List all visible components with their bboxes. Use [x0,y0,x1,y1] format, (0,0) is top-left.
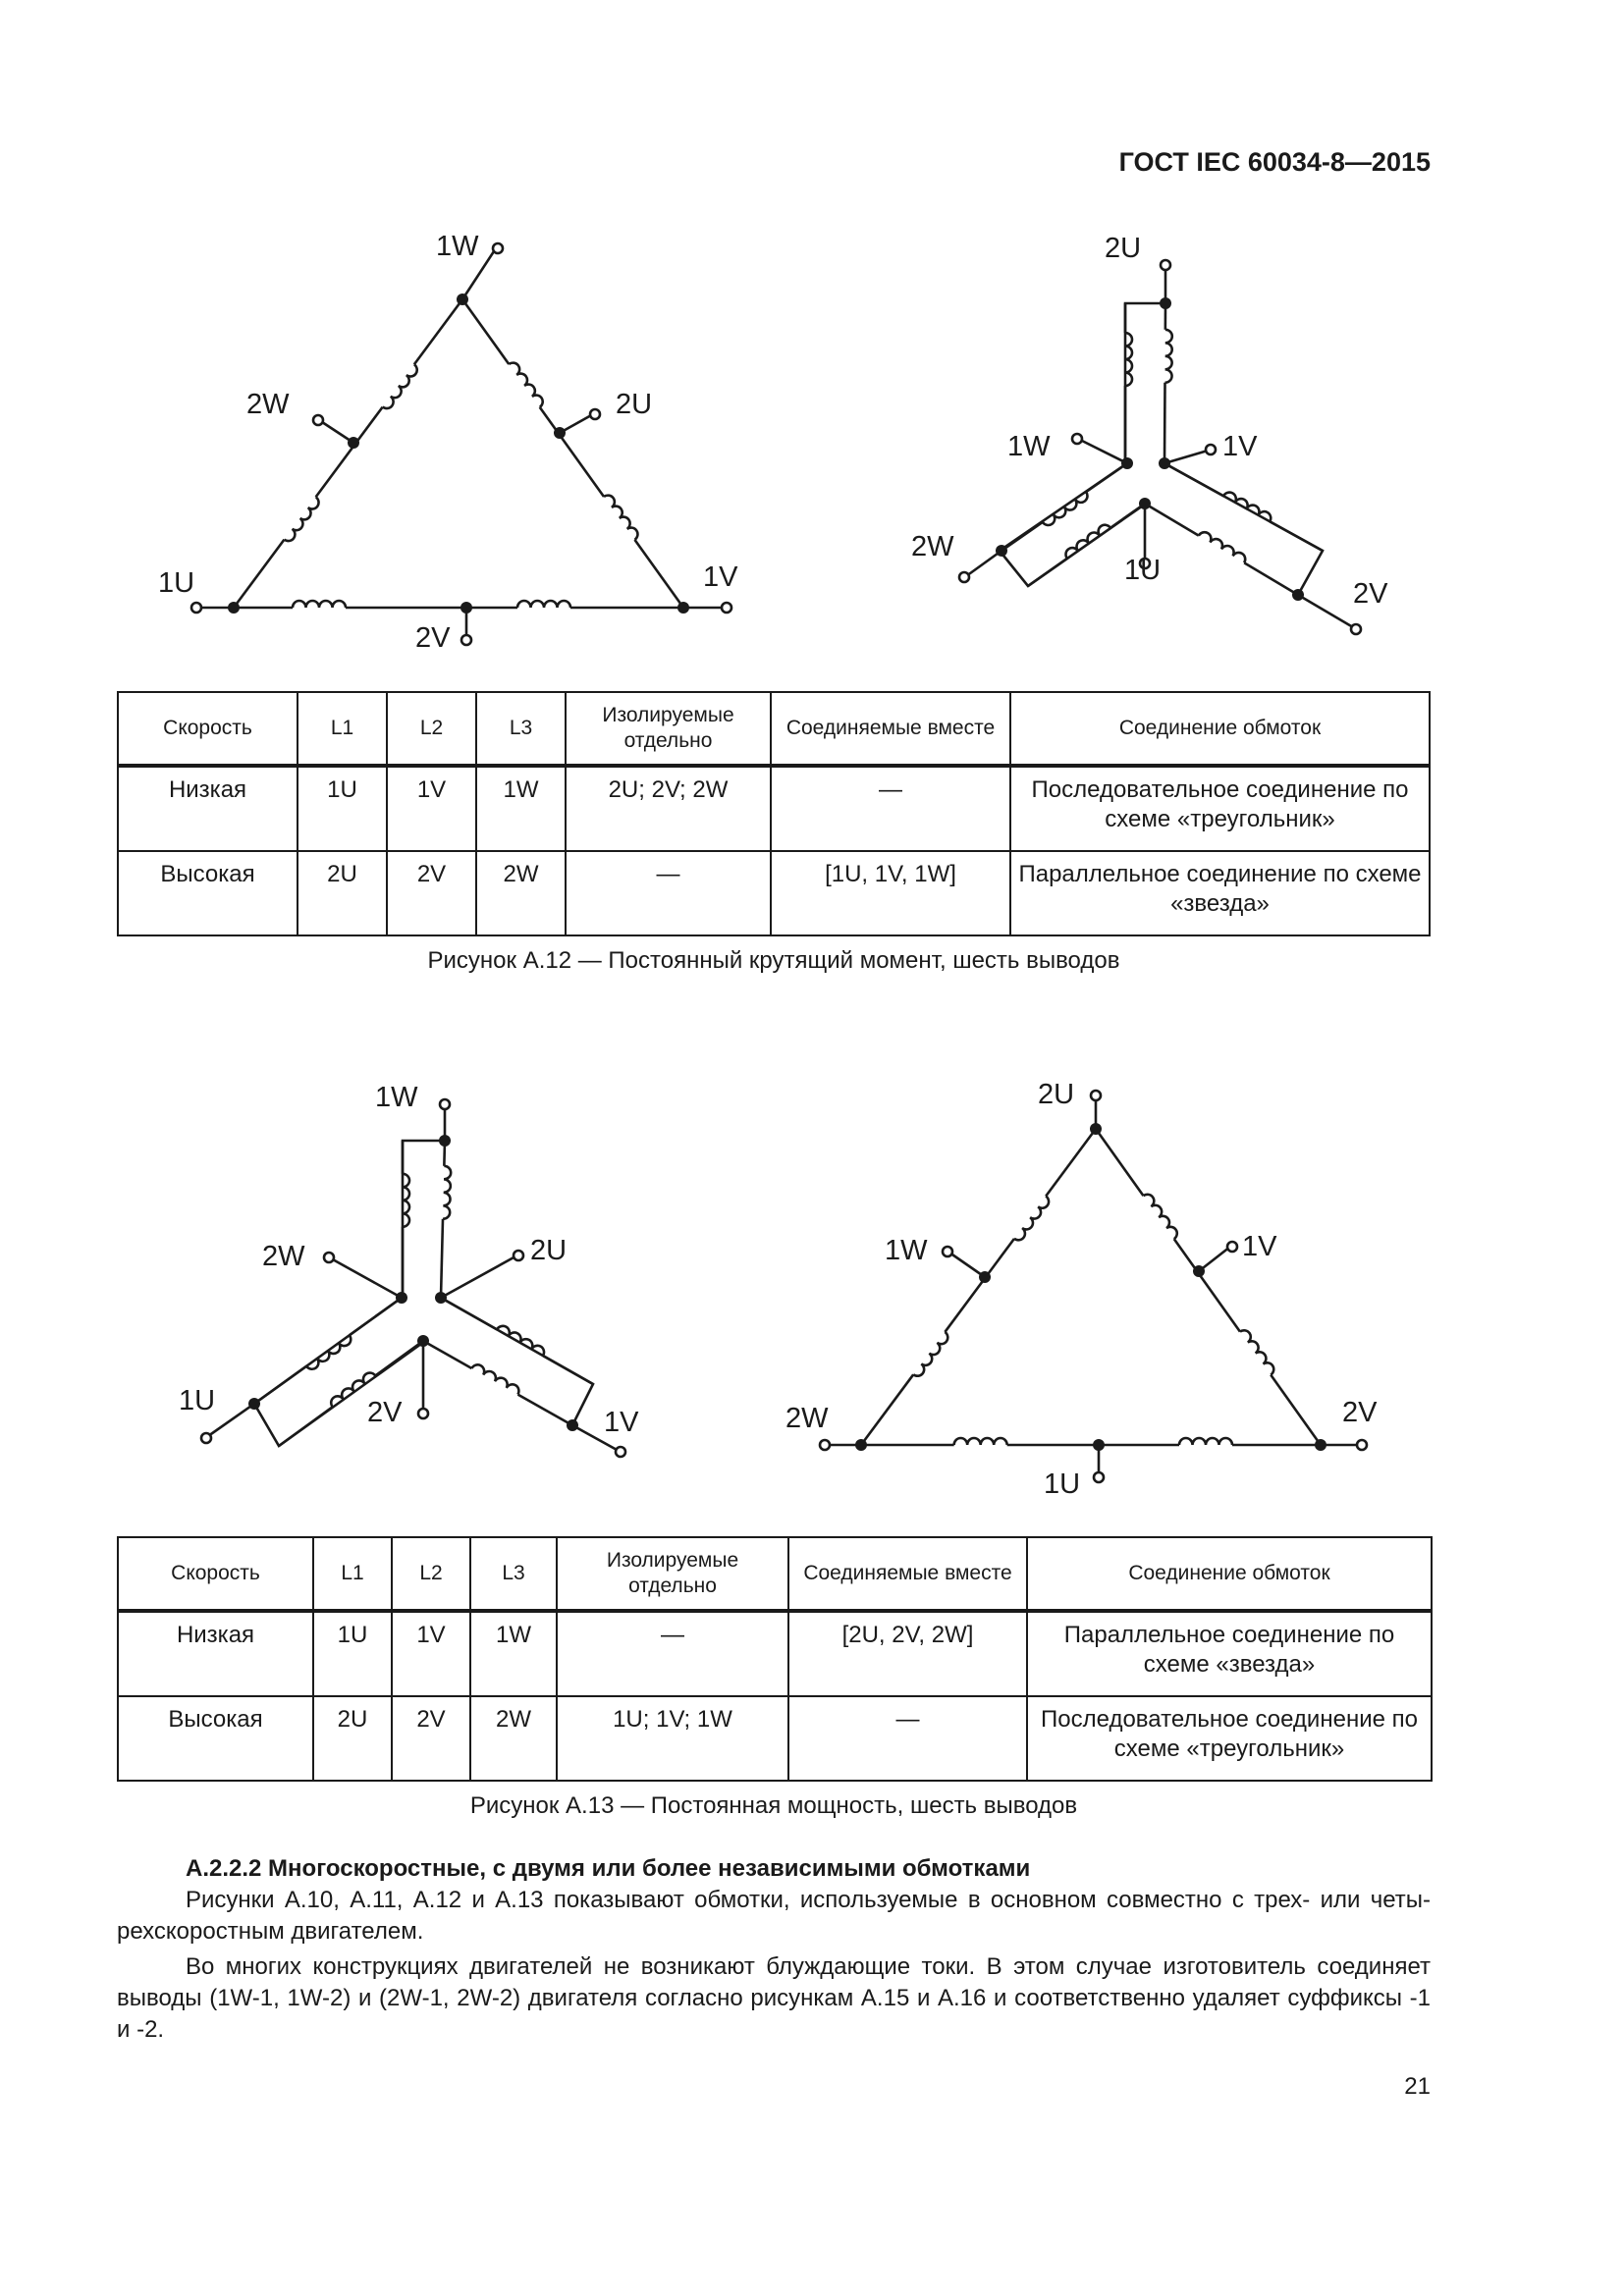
winding-coil [1240,1328,1276,1375]
cell-l1: 2U [313,1696,392,1781]
header-winding-connection: Соединение обмоток [1027,1537,1432,1611]
junction-dot [1292,589,1304,601]
terminal-circle [461,635,471,645]
header-winding-connection: Соединение обмоток [1010,692,1430,766]
cell-speed: Высокая [118,851,298,935]
terminal-circle [959,572,969,582]
body-paragraph [117,1951,1431,2046]
cell-isolated: 2U; 2V; 2W [566,766,771,851]
header-speed: Скорость [118,692,298,766]
winding-coil [471,1362,520,1395]
header-isolated: Изолируемые отдельно [557,1537,788,1611]
terminal-label-2u: 2U [616,389,653,420]
terminal-label-2v: 2V [415,622,451,654]
junction-dot [396,1292,407,1304]
terminal-label-2w: 2W [246,389,290,420]
wire [1271,1375,1321,1445]
terminal-label-1v: 1V [1222,431,1258,462]
cell-winding-connection: Последовательное соединение по схеме «треугольник» [1027,1696,1432,1781]
winding-coil [954,1438,1007,1445]
wire [414,299,462,364]
terminal-circle [722,603,731,613]
terminal-label-1v: 1V [703,561,738,593]
junction-dot [417,1335,429,1347]
cell-speed: Низкая [118,1611,313,1696]
table-row [118,1696,1432,1781]
wire [949,1253,985,1277]
body-paragraph [117,1885,1431,1948]
wire [1270,521,1323,551]
terminal-circle [418,1409,428,1418]
terminal-label-2v: 2V [1342,1397,1378,1428]
terminal-label-2u: 2U [1105,233,1142,264]
header-connected: Соединяемые вместе [788,1537,1027,1611]
winding-coil [1165,330,1172,383]
wire [441,1219,443,1298]
cell-winding-connection: Последовательное соединение по схеме «треугольник» [1010,766,1430,851]
winding-coil [293,601,346,608]
terminal-label-1u: 1U [179,1385,216,1416]
connection-table-a13 [117,1536,1433,1782]
table-row [118,851,1430,935]
winding-coil [1199,530,1248,563]
terminal-circle [1072,434,1082,444]
header-l2: L2 [392,1537,470,1611]
terminal-label-1u: 1U [1044,1468,1081,1500]
winding-coil [1223,490,1273,521]
wire [1145,504,1199,536]
wire [254,1366,306,1404]
terminal-label-1w: 1W [885,1235,928,1266]
winding-coil [1143,1192,1179,1239]
wire [1096,1129,1143,1196]
terminal-circle [324,1253,334,1262]
terminal-circle [1206,445,1216,454]
cell-l1: 1U [298,766,387,851]
terminal-label-2w: 2W [911,531,954,562]
winding-coil [306,1335,353,1371]
cell-l2: 2V [387,851,476,935]
terminal-circle [313,415,323,425]
wire [279,1407,333,1446]
wire [441,1298,497,1329]
terminal-label-2u: 2U [530,1235,568,1266]
cell-isolated: — [566,851,771,935]
header-connected: Соединяемые вместе [771,692,1010,766]
wire [634,540,683,608]
cell-l2: 1V [387,766,476,851]
wire [234,540,284,608]
terminal-circle [1351,624,1361,634]
terminal-circle [1357,1440,1367,1450]
table-row [118,766,1430,851]
wire [966,551,1001,576]
terminal-label-1u: 1U [158,567,195,599]
junction-dot [1160,297,1171,309]
terminal-label-1v: 1V [1242,1231,1277,1262]
junction-dot [1121,457,1133,469]
terminal-circle [820,1440,830,1450]
junction-dot [1090,1123,1102,1135]
terminal-label-2w: 2W [262,1241,305,1272]
document-code: ГОСТ IEC 60034-8—2015 [1118,147,1431,177]
wire [1164,383,1165,463]
cell-connected: [1U, 1V, 1W] [771,851,1010,935]
winding-coil [604,493,640,540]
wire [1199,1247,1230,1271]
terminal-label-2u: 2U [1038,1079,1075,1110]
terminal-circle [1091,1091,1101,1100]
junction-dot [979,1271,991,1283]
header-isolated: Изолируемые отдельно [566,692,771,766]
winding-coil [1043,492,1090,528]
cell-l3: 2W [476,851,566,935]
junction-dot [457,294,468,305]
wire [945,1239,1014,1332]
cell-l2: 1V [392,1611,470,1696]
terminal-circle [943,1247,952,1256]
terminal-circle [616,1447,625,1457]
paragraph-text: Рисунки А.10, А.11, А.12 и А.13 показывают обмотки, используемые в основном совместно с трех- или четы-рехскоростным двигателем. [117,1887,1431,1945]
cell-isolated: — [557,1611,788,1696]
wire [441,1256,515,1298]
cell-connected: [2U, 2V, 2W] [788,1611,1027,1696]
junction-dot [348,437,359,449]
winding-coil [443,1166,451,1219]
wire [462,299,509,364]
junction-dot [460,602,472,614]
wire [1244,562,1298,595]
terminal-circle [1161,260,1170,270]
junction-dot [1315,1439,1326,1451]
terminal-label-1w: 1W [436,231,479,262]
winding-coil [383,364,420,411]
winding-coil [1063,522,1110,559]
wire [543,1356,593,1384]
figure-caption-a12: Рисунок А.12 — Постоянный крутящий момент, шесть выводов [427,947,1120,974]
paragraph-text: Во многих конструкциях двигателей не возникают блуждающие токи. В этом случае изготовитель соединяет выводы (1W-1, 1W-2) и (2W-1, 2W-2) двигателя согласно рисункам А.15 и А.16 и соответственно удаляет суффиксы -1 и -2. [117,1953,1431,2043]
terminal-circle [493,243,503,253]
terminal-circle [514,1251,523,1260]
winding-coil [497,1323,546,1356]
terminal-circle [191,603,201,613]
wire [375,1341,423,1375]
cell-connected: — [771,766,1010,851]
junction-dot [1139,498,1151,509]
wire [316,407,383,498]
connection-table-a12 [117,691,1431,936]
wire [861,1374,913,1445]
wire [423,1341,471,1368]
header-l3: L3 [470,1537,557,1611]
header-l3: L3 [476,692,566,766]
terminal-label-2v: 2V [367,1397,403,1428]
junction-dot [554,427,566,439]
cell-l1: 2U [298,851,387,935]
terminal-label-2v: 2V [1353,578,1388,610]
terminal-label-2w: 2W [785,1403,829,1434]
table-row [118,1611,1432,1696]
wire [1110,504,1145,528]
wire [1080,440,1127,463]
cell-winding-connection: Параллельное соединение по схеме «звезда» [1027,1611,1432,1696]
wire [319,420,353,443]
section-heading: А.2.2.2 Многоскоростные, с двумя или более независимыми обмотками [186,1855,1031,1882]
junction-dot [248,1398,260,1410]
cell-l3: 1W [470,1611,557,1696]
winding-coil [509,360,545,407]
winding-coil [1179,1438,1232,1445]
wire [1086,463,1127,492]
junction-dot [1093,1439,1105,1451]
cell-isolated: 1U; 1V; 1W [557,1696,788,1781]
cell-l2: 2V [392,1696,470,1781]
terminal-circle [590,409,600,419]
junction-dot [1193,1265,1205,1277]
page-number: 21 [1404,2073,1431,2100]
wire [441,1298,593,1425]
wire [1174,1239,1240,1331]
wire [540,407,604,497]
junction-dot [677,602,689,614]
header-l2: L2 [387,692,476,766]
wire [1298,595,1353,627]
junction-dot [855,1439,867,1451]
cell-l1: 1U [313,1611,392,1696]
wire [1028,559,1067,586]
terminal-circle [440,1099,450,1109]
winding-coil [1014,1196,1052,1243]
wire [1001,522,1043,551]
junction-dot [1159,457,1170,469]
junction-dot [996,545,1007,557]
wire [1000,463,1143,586]
junction-dot [435,1292,447,1304]
wire [1164,463,1223,496]
wire [1164,451,1208,463]
terminal-label-1v: 1V [604,1407,639,1438]
cell-winding-connection: Параллельное соединение по схеме «звезда» [1010,851,1430,935]
wire [1046,1129,1096,1196]
cell-speed: Низкая [118,766,298,851]
header-l1: L1 [313,1537,392,1611]
winding-coil [517,601,570,608]
header-speed: Скорость [118,1537,313,1611]
terminal-circle [201,1433,211,1443]
terminal-label-1w: 1W [375,1082,418,1113]
wire [331,1258,402,1298]
cell-speed: Высокая [118,1696,313,1781]
wire [517,1395,572,1425]
cell-l3: 2W [470,1696,557,1781]
junction-dot [439,1135,451,1147]
figure-caption-a13: Рисунок А.13 — Постоянная мощность, шесть выводов [469,1792,1078,1819]
terminal-circle [1094,1472,1104,1482]
junction-dot [567,1419,578,1431]
winding-coil [913,1332,950,1379]
terminal-circle [1227,1242,1237,1252]
terminal-label-1u: 1U [1124,555,1162,586]
junction-dot [228,602,240,614]
wire [350,1298,402,1335]
header-l1: L1 [298,692,387,766]
cell-connected: — [788,1696,1027,1781]
winding-coil [284,497,321,544]
terminal-label-1w: 1W [1007,431,1051,462]
cell-l3: 1W [476,766,566,851]
